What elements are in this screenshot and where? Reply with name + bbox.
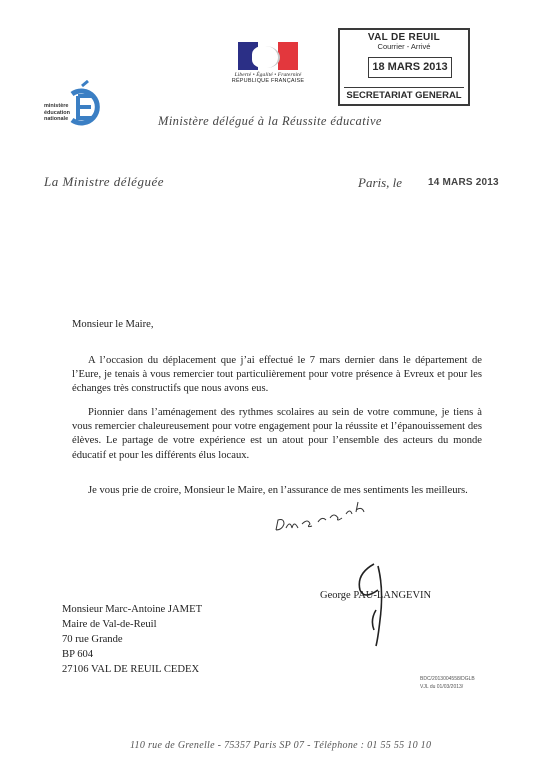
republique-francaise-logo <box>228 42 308 84</box>
signature-icon <box>350 560 400 650</box>
signatory-name: George PAU-LANGEVIN <box>320 590 432 601</box>
handwritten-annotation <box>272 500 382 550</box>
republic-motto: Liberté • Égalité • Fraternité <box>234 72 302 78</box>
reception-stamp <box>338 28 470 106</box>
stamp-office: SECRETARIAT GENERAL <box>344 87 464 101</box>
reference-code <box>420 675 475 691</box>
footer-address: 110 rue de Grenelle - 75357 Paris SP 07 - Téléphone : 01 55 55 10 10 <box>130 740 432 751</box>
recipient-street: 70 rue Grande <box>62 634 123 645</box>
ministry-logo-line3: nationale <box>44 116 69 122</box>
marianne-flag-icon <box>238 42 298 70</box>
ministry-title: Ministère délégué à la Réussite éducative <box>158 114 382 128</box>
ministry-logo-text <box>44 103 70 123</box>
paragraph-3: Je vous prie de croire, Monsieur le Maire, en l’assurance de mes sentiments les meilleurs. <box>88 485 468 496</box>
reference-line2: VJL du 01/03/2013/ <box>420 684 464 690</box>
ministry-logo-line1: ministère <box>44 103 69 109</box>
stamp-mail: Courrier - Arrivé <box>377 42 431 51</box>
letter-date: 14 MARS 2013 <box>428 177 499 188</box>
minister-title: La Ministre déléguée <box>44 174 164 189</box>
recipient-po-box: BP 604 <box>62 649 94 660</box>
recipient-title: Maire de Val-de-Reuil <box>62 619 157 630</box>
ministry-logo-line2: éducation <box>44 109 70 116</box>
reference-line1: BDC/2013004558/DGLB <box>420 676 475 682</box>
stamp-town: VAL DE REUIL <box>367 32 441 43</box>
recipient-name: Monsieur Marc-Antoine JAMET <box>62 604 203 615</box>
recipient-city: 27106 VAL DE REUIL CEDEX <box>62 664 200 675</box>
recipient-address <box>62 602 202 677</box>
stamp-date: 18 MARS 2013 <box>368 57 452 78</box>
republic-name: RÉPUBLIQUE FRANÇAISE <box>231 78 305 84</box>
paragraph-2: Pionnier dans l’aménagement des rythmes scolaires au sein de votre commune, je tiens à vous remercier chaleureusement pour votre engagement pour la réussite et l’épanouissement des élèves. Le partage de votre expérience est un atout pour l’ensemble des acteurs du monde éducatif et pour les différents élus locaux. <box>72 407 482 461</box>
education-nationale-logo-icon <box>64 80 104 130</box>
salutation: Monsieur le Maire, <box>72 319 154 330</box>
letter-place: Paris, le <box>358 175 403 190</box>
paragraph-1: A l’occasion du déplacement que j’ai effectué le 7 mars dernier dans le département de l’Eure, je tenais à vous remercier tout particulièrement pour votre présence à Evreux et pour les échanges très constructifs que nous avons eus. <box>72 355 482 395</box>
